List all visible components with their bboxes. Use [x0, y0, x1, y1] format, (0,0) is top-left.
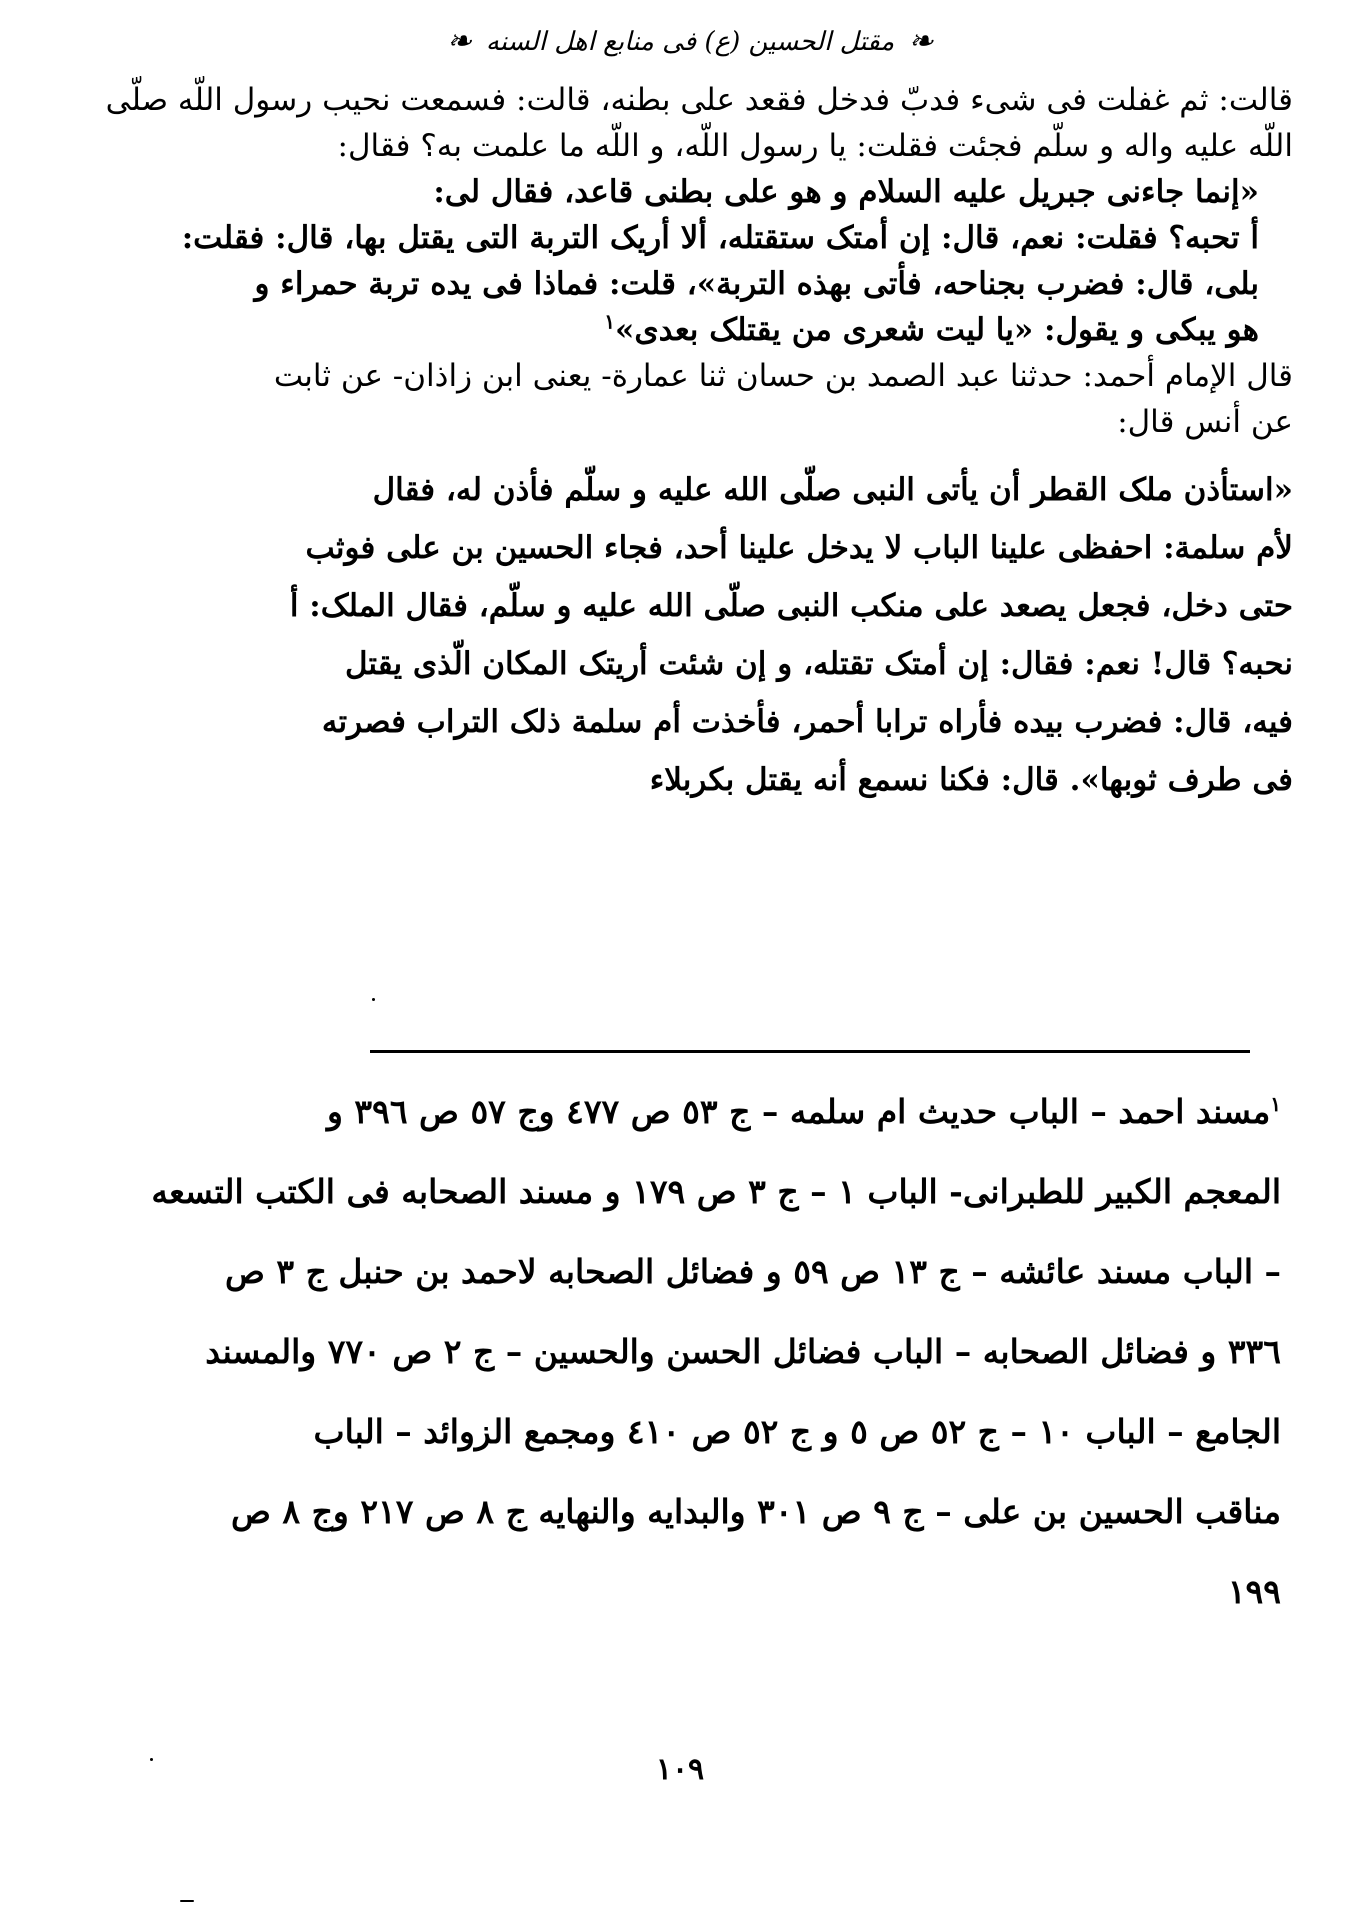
body-line: قال الإمام أحمد: حدثنا عبد الصمد بن حسان ثنا عمارة- یعنی ابن زاذان- عن ثابت: [273, 358, 1293, 394]
body-line: أ تحبه؟ فقلت: نعم، قال: إن أمتک ستقتله، ألا أریک التربة التی یقتل بها، قال: فقلت:: [181, 220, 1259, 256]
scan-speck: [372, 998, 375, 1001]
left-ornament-icon: ❧: [908, 24, 934, 59]
body-line: قالت: ثم غفلت فی شیء فدبّ فدخل فقعد علی بطنه، قالت: فسمعت نحیب رسول اللّه صلّی: [105, 82, 1293, 118]
body-line: نحبه؟ قال! نعم: فقال: إن أمتک تقتله، و إن شئت أریتک المکان الّذی یقتل: [344, 646, 1293, 682]
body-line: اللّه علیه واله و سلّم فجئت فقلت: یا رسول اللّه، و اللّه ما علمت به؟ فقال:: [337, 128, 1293, 164]
body-line: فیه، قال: فضرب بیده فأراه ترابا أحمر، فأخذت أم سلمة ذلک التراب فصرته: [321, 704, 1293, 740]
body-line: «استأذن ملک القطر أن یأتی النبی صلّی الله علیه و سلّم فأذن له، فقال: [372, 472, 1293, 508]
running-title: مقتل الحسین (ع) فی منابع اهل السنه: [485, 27, 895, 57]
body-line: «إنما جاءنی جبریل علیه السلام و هو علی بطنی قاعد، فقال لی:: [433, 174, 1259, 210]
footnote-separator: [370, 1050, 1250, 1053]
body-line: عن أنس قال:: [1117, 404, 1293, 440]
body-line: بلی، قال: فضرب بجناحه، فأتی بهذه التربة»، قلت: فماذا فی یده تربة حمراء و: [254, 266, 1259, 302]
body-line: فی طرف ثوبها». قال: فکنا نسمع أنه یقتل بکربلاء: [649, 762, 1293, 798]
footnote-text: مسند احمد – الباب حدیث ام سلمه – ج ٥٣ ص ٤٧٧ وج ٥٧ ص ٣٩٦ و: [326, 1092, 1271, 1131]
footnote-line: الجامع – الباب ١٠ – ج ٥٢ ص ٥ و ج ٥٢ ص ٤١٠ ومجمع الزوائد – الباب: [313, 1412, 1281, 1451]
footnote-reference: ١: [604, 309, 615, 334]
footnote-line: ١٩٩: [1227, 1572, 1281, 1611]
footnote-marker: ١: [1270, 1092, 1281, 1116]
footnote-line-with-marker: [327, 1092, 1281, 1132]
page-number: ١٠٩: [655, 1752, 705, 1787]
footnote-line: – الباب مسند عائشه – ج ١٣ ص ٥٩ و فضائل الصحابه لاحمد بن حنبل ج ٣ ص: [225, 1252, 1281, 1291]
running-header: [400, 22, 980, 62]
body-line: لأم سلمة: احفظی علینا الباب لا یدخل علینا أحد، فجاء الحسین بن علی فوثب: [305, 530, 1293, 566]
scan-speck: [180, 1900, 194, 1902]
footnote-line: مناقب الحسین بن علی – ج ٩ ص ٣٠١ والبدایه والنهایه ج ٨ ص ٢١٧ وج ٨ ص: [230, 1492, 1281, 1531]
footnote-line: ٣٣٦ و فضائل الصحابه – الباب فضائل الحسن والحسین – ج ٢ ص ٧٧٠ والمسند: [205, 1332, 1281, 1371]
body-line: حتی دخل، فجعل یصعد علی منکب النبی صلّی الله علیه و سلّم، فقال الملک: أ: [289, 588, 1293, 624]
scan-speck: [150, 1758, 153, 1761]
footnote-line: المعجم الکبیر للطبرانی- الباب ١ – ج ٣ ص ١٧٩ و مسند الصحابه فی الکتب التسعه: [151, 1172, 1281, 1211]
body-line-with-footnote: [604, 310, 1259, 350]
body-line-text: هو یبکی و یقول: «یا لیت شعری من یقتلک بعدی»: [614, 312, 1259, 348]
right-ornament-icon: ❧: [446, 24, 472, 59]
